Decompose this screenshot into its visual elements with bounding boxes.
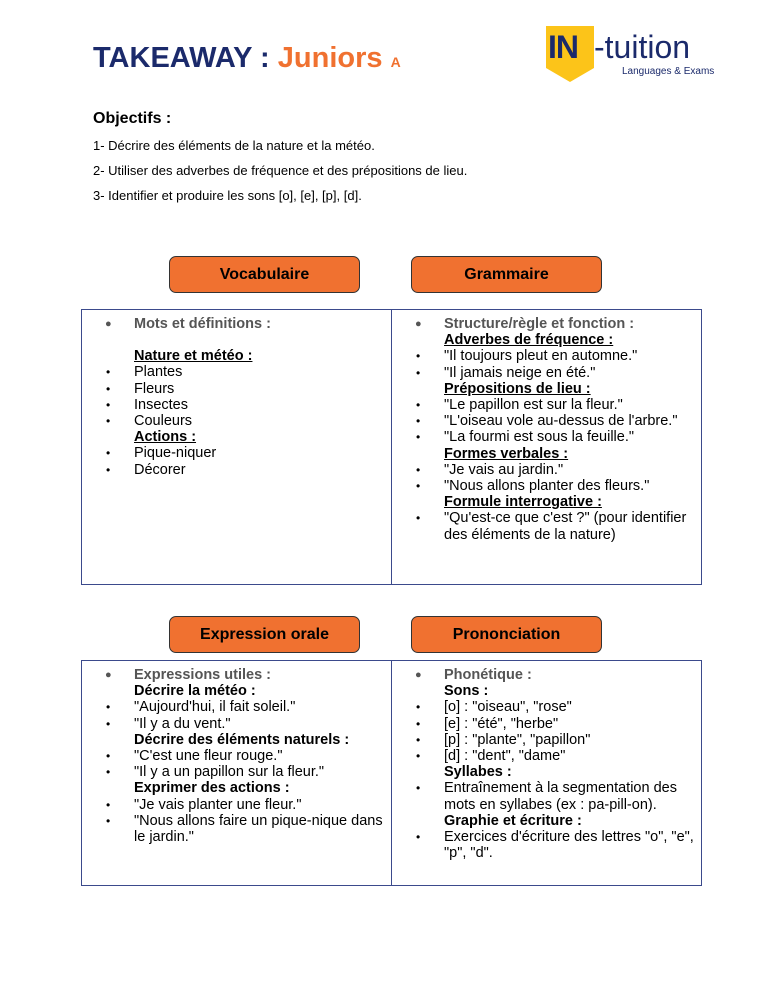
prononciation-cell [391,661,701,885]
expression-orale-header: Expression orale [169,616,360,653]
list-item: • "C'est une fleur rouge." [82,748,387,764]
list-item: • [e] : "été", "herbe" [392,716,697,732]
objectives-heading: Objectifs : [93,110,172,127]
in-tuition-logo: IN -tuition Languages & Exams [546,26,726,82]
list-item: • Pique-niquer [82,445,387,461]
list-item: • "Le papillon est sur la fleur." [392,397,697,413]
list-item: • "L'oiseau vole au-dessus de l'arbre." [392,413,697,429]
subheading: Décrire des éléments naturels : [134,731,350,748]
subheading: Exprimer des actions : [134,780,290,797]
list-item: • "Il toujours pleut en automne." [392,348,697,364]
page-title: TAKEAWAY : Juniors A [93,42,401,74]
list-item: • "Aujourd'hui, il fait soleil." [82,699,387,715]
subheading: Prépositions de lieu : [444,380,591,397]
subheading: Sons : [444,683,489,700]
subheading: Adverbes de fréquence : [444,332,614,349]
list-item: • Insectes [82,397,387,413]
list-item: • "Il y a un papillon sur la fleur." [82,764,387,780]
grammaire-cell [391,310,701,584]
list-item: • Fleurs [82,381,387,397]
expression-pronunciation-table [81,660,702,886]
list-item: • "Il jamais neige en été." [392,365,697,381]
subheading: Formule interrogative : [444,494,602,511]
list-item: • "Nous allons planter des fleurs." [392,478,697,494]
vocabulaire-header: Vocabulaire [169,256,360,293]
subheading: Actions : [134,429,197,446]
list-item: • Décorer [82,462,387,478]
expression-cell [82,661,391,885]
cell-heading: ● Mots et définitions : [82,316,387,332]
list-item: • [p] : "plante", "papillon" [392,732,697,748]
vocabulaire-cell [82,310,391,584]
list-item: • [o] : "oiseau", "rose" [392,699,697,715]
objective-item: 1- Décrire des éléments de la nature et la météo. [93,138,375,153]
grammaire-header: Grammaire [411,256,602,293]
subheading: Décrire la météo : [134,683,256,700]
cell-heading: ● Phonétique : [392,667,697,683]
subheading: Nature et météo : [134,348,253,365]
subheading: Graphie et écriture : [444,812,582,829]
list-item: • Entraînement à la segmentation des mots en syllabes (ex : pa-pill-on). [392,780,697,812]
list-item: • Exercices d'écriture des lettres "o", "e", "p", "d". [392,829,697,861]
list-item: • "Nous allons faire un pique-nique dans le jardin." [82,813,387,845]
list-item: • Couleurs [82,413,387,429]
subheading: Formes verbales : [444,445,569,462]
list-item: • Plantes [82,364,387,380]
prononciation-header: Prononciation [411,616,602,653]
cell-heading: ● Structure/règle et fonction : [392,316,697,332]
list-item: • [d] : "dent", "dame" [392,748,697,764]
vocab-grammar-table [81,309,702,585]
subheading: Syllabes : [444,764,512,781]
list-item: • "Il y a du vent." [82,716,387,732]
objective-item: 3- Identifier et produire les sons [o], [e], [p], [d]. [93,188,362,203]
list-item: • "La fourmi est sous la feuille." [392,429,697,445]
list-item: • "Je vais planter une fleur." [82,797,387,813]
list-item: • "Je vais au jardin." [392,462,697,478]
objective-item: 2- Utiliser des adverbes de fréquence et des prépositions de lieu. [93,163,468,178]
list-item: • "Qu'est-ce que c'est ?" (pour identifier des éléments de la nature) [392,510,697,542]
cell-heading: ● Expressions utiles : [82,667,387,683]
